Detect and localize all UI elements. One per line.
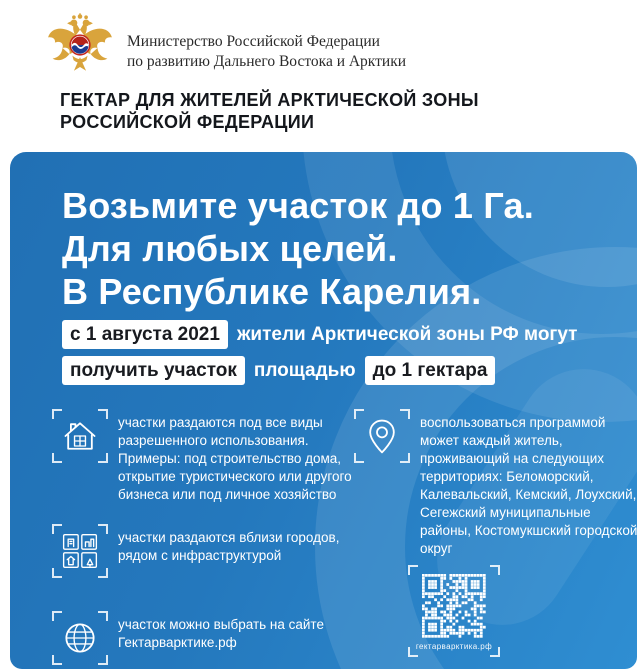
- feature-infrastructure: [56, 527, 358, 575]
- feature-territories: [358, 412, 637, 558]
- house-icon: [56, 412, 104, 460]
- russia-coat-of-arms-icon: [42, 13, 118, 83]
- hero-heading-line2: Для любых целей.: [62, 228, 398, 269]
- features-right-column: [358, 412, 637, 662]
- hero-subhead: [62, 320, 577, 392]
- subhead-line2: [62, 356, 577, 385]
- ministry-name: [127, 32, 406, 71]
- hero-card: [10, 152, 637, 669]
- subhead-text-mid: площадью: [253, 359, 356, 381]
- ministry-header: [0, 0, 640, 86]
- feature-land-use: [56, 412, 358, 504]
- feature-text: участки раздаются вблизи городов, рядом с инфраструктурой: [118, 530, 340, 563]
- highlight-action: получить участок: [62, 356, 245, 385]
- features-left-column: [56, 412, 358, 662]
- features: [56, 412, 637, 662]
- location-pin-icon: [358, 412, 406, 460]
- city-blocks-icon: [56, 527, 104, 575]
- highlight-area: до 1 гектара: [365, 356, 496, 385]
- feature-website: [56, 614, 358, 662]
- subhead-text: жители Арктической зоны РФ могут: [236, 323, 578, 345]
- program-title-line2: РОССИЙСКОЙ ФЕДЕРАЦИИ: [60, 112, 315, 132]
- ministry-name-line1: Министерство Российской Федерации: [127, 33, 380, 50]
- program-title: [60, 89, 479, 133]
- hero-heading-line3: В Республике Карелия.: [62, 271, 482, 312]
- subhead-line1: [62, 320, 577, 349]
- feature-text: участок можно выбрать на сайте Гектарварктике.рф: [118, 617, 324, 650]
- feature-text: воспользоваться программой может каждый житель, проживающий на следующих территориях: Беломорский, Калевальский, Кемский, Лоухский, Сегежский муниципальные районы, Костомукшский городской округ: [420, 415, 637, 556]
- globe-icon: [56, 614, 104, 662]
- feature-text: участки раздаются под все виды разрешенного использования. Примеры: под строительство дома, открытие туристического или другого бизнеса или под личное хозяйство: [118, 415, 352, 502]
- hero-heading: [62, 184, 534, 313]
- qr-label: гектарварктика.рф: [415, 642, 493, 651]
- highlight-date: с 1 августа 2021: [62, 320, 228, 349]
- qr-code: [412, 568, 496, 654]
- ministry-name-line2: по развитию Дальнего Востока и Арктики: [127, 52, 407, 70]
- qr-code-image: [422, 574, 486, 638]
- program-title-line1: ГЕКТАР ДЛЯ ЖИТЕЛЕЙ АРКТИЧЕСКОЙ ЗОНЫ: [60, 90, 479, 110]
- hero-heading-line1: Возьмите участок до 1 Га.: [62, 185, 534, 226]
